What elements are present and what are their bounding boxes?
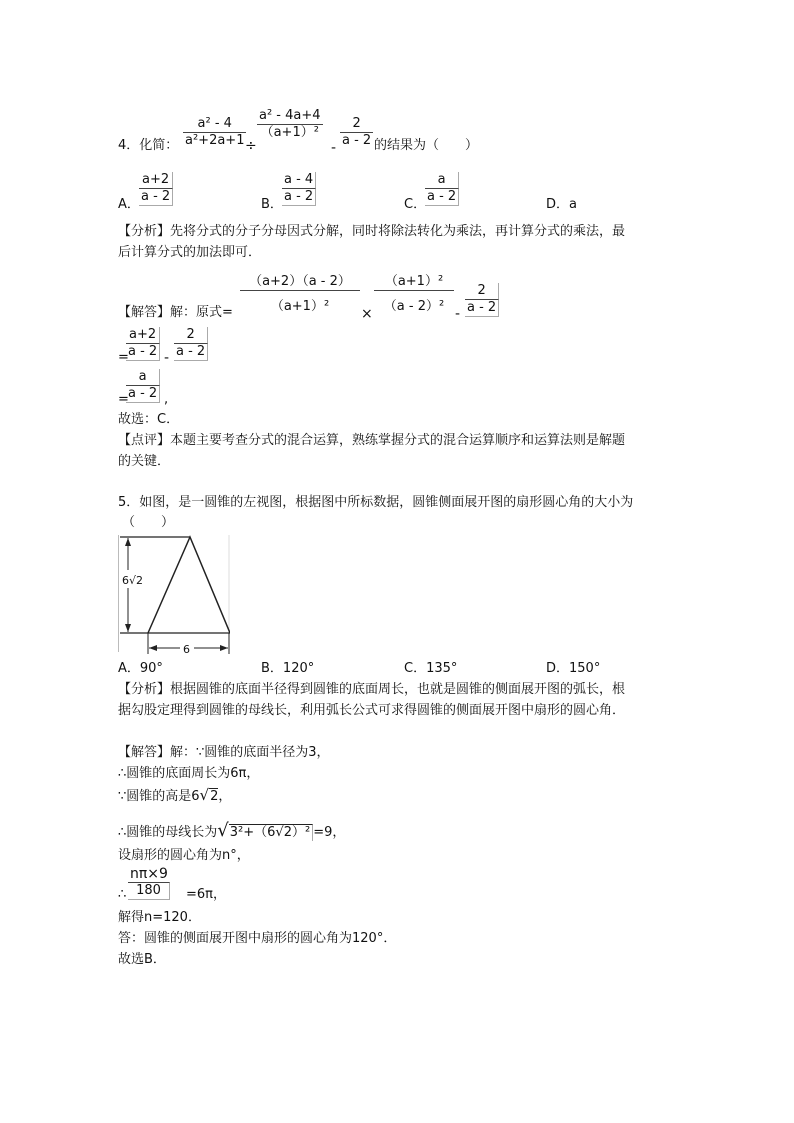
q4-option-d-text: a: [569, 197, 577, 212]
q5-option-c: C．135°: [404, 661, 458, 676]
q4-sf2-den: （a - 2）²: [374, 290, 454, 315]
q4-number: 4．化简：: [118, 138, 179, 153]
q4-f3-numerator: 2: [352, 116, 361, 131]
q5-sol4-prefix: ∴圆锥的母线长为: [118, 825, 218, 840]
q4-step2-fraction-2: [174, 327, 208, 361]
q4-minus-sign: -: [331, 140, 337, 156]
q4-fraction-1: [183, 116, 246, 149]
q4-fraction-3: [340, 116, 373, 149]
sqrt-symbol: √: [199, 786, 210, 804]
q5-solution-line2: ∴圆锥的底面周长为6π，: [118, 766, 260, 781]
q4-step3-num: a: [126, 369, 160, 385]
q4-analysis-line1: 【分析】先将分式的分子分母因式分解，同时将除法转化为乘法，再计算分式的乘法，最: [118, 224, 626, 239]
q4-divide-sign: ÷: [245, 138, 257, 154]
q4-choice: 故选：C．: [118, 412, 180, 427]
sqrt-symbol-large: √: [217, 820, 229, 841]
q5-solution-line7: 解得n=120．: [118, 910, 201, 925]
q4-option-c-fraction: [425, 172, 459, 206]
q5-analysis-line1: 【分析】根据圆锥的底面半径得到圆锥的底面周长，也就是圆锥的侧面展开图的弧长，根: [118, 682, 626, 697]
q4-option-c-label: C．: [404, 197, 427, 212]
q4-sf3-num: 2: [465, 283, 499, 299]
q4-option-d-label: D．: [546, 197, 570, 212]
q5-sol6-tail: =6π，: [186, 887, 226, 902]
height-arrow-bottom: [125, 624, 131, 632]
q4-step2-equals: =: [118, 350, 129, 365]
cone-side-view-figure: [118, 532, 230, 656]
q4-f2-numerator: a² - 4a+4: [259, 108, 321, 123]
q4-analysis-line2: 后计算分式的加法即可．: [118, 245, 262, 260]
q4-option-c-den: a - 2: [425, 188, 459, 206]
q5-sol6-therefore: ∴: [118, 887, 127, 902]
q4-solution-fraction-3: [465, 283, 499, 317]
q4-times-sign: ×: [361, 306, 373, 322]
q4-solution-minus: -: [455, 306, 461, 322]
q4-fraction-2: [257, 108, 323, 141]
base-arrow-right: [220, 645, 228, 651]
q4-sf1-den: （a+1）²: [240, 290, 360, 315]
q5-sol3-prefix: ∵圆锥的高是6: [118, 789, 200, 804]
q5-solution-line4: [118, 820, 346, 841]
q4-solution-prefix: 【解答】解：原式=: [118, 305, 233, 320]
q5-stem-line1: 5．如图，是一圆锥的左视图，根据图中所标数据，圆锥侧面展开图的扇形圆心角的大小为: [118, 495, 634, 510]
q5-sol6-fraction: [128, 866, 170, 900]
q4-option-c-num: a: [425, 172, 459, 188]
q5-solution-line8: 答：圆锥的侧面展开图中扇形的圆心角为120°．: [118, 931, 397, 946]
q4-step3-fraction: [126, 369, 160, 403]
q5-analysis-line2: 据勾股定理得到圆锥的母线长，利用弧长公式可求得圆锥的侧面展开图中扇形的圆心角．: [118, 703, 626, 718]
q5-option-d: D．150°: [546, 661, 601, 676]
q4-step2-f2-num: 2: [174, 327, 208, 343]
q4-comment-line2: 的关键．: [118, 454, 171, 469]
q4-option-a-num: a+2: [139, 172, 173, 188]
q4-solution-fraction-2: [374, 274, 454, 315]
q5-option-b: B．120°: [261, 661, 315, 676]
q4-f1-denominator: a²+2a+1: [185, 133, 245, 148]
q5-solution-line9: 故选B．: [118, 952, 166, 967]
q4-step2-fraction-1: [126, 327, 160, 361]
q5-sol3-radicand: 2: [210, 789, 219, 804]
cone-triangle: [148, 537, 230, 633]
q4-step3-den: a - 2: [126, 385, 160, 403]
q4-option-b-num: a - 4: [282, 172, 316, 188]
q4-option-a-fraction: [139, 172, 173, 206]
q4-comment-line1: 【点评】本题主要考查分式的混合运算，熟练掌握分式的混合运算顺序和运算法则是解题: [118, 433, 626, 448]
q5-stem-line2: （ ）: [122, 515, 175, 530]
q5-sol4-radicand: 3²+（6√2）²: [229, 824, 313, 841]
q4-f3-denominator: a - 2: [342, 133, 372, 148]
q5-solution-line1: 【解答】解：∵圆锥的底面半径为3，: [118, 745, 330, 760]
q5-option-a: A．90°: [118, 661, 163, 676]
q4-option-b-den: a - 2: [282, 188, 316, 206]
q4-step2-f1-num: a+2: [126, 327, 160, 343]
q4-step3-tail: ,: [164, 392, 169, 407]
q4-step2-f1-den: a - 2: [126, 343, 160, 361]
q4-option-a-den: a - 2: [139, 188, 173, 206]
q4-step3-equals: =: [118, 392, 129, 407]
q5-sol3-tail: ，: [218, 789, 232, 804]
q4-sf1-num: （a+2）（a - 2）: [249, 274, 351, 289]
q4-stem-tail: 的结果为（ ）: [374, 138, 479, 153]
q4-option-b-fraction: [282, 172, 316, 206]
q4-sf2-num: （a+1）²: [384, 274, 444, 289]
q4-f1-numerator: a² - 4: [197, 116, 232, 131]
q5-sol6-den: 180: [128, 882, 170, 900]
q4-step2-f2-den: a - 2: [174, 343, 208, 361]
q4-option-a-label: A．: [118, 197, 140, 212]
q4-solution-fraction-1: [240, 274, 360, 315]
q4-f2-denominator: （a+1）²: [257, 124, 323, 141]
q5-solution-line3: [118, 787, 231, 805]
base-label: 6: [183, 643, 190, 656]
height-arrow-top: [125, 538, 131, 546]
q4-option-b-label: B．: [261, 197, 283, 212]
q4-option-d: [546, 197, 577, 213]
q5-solution-line5: 设扇形的圆心角为n°，: [118, 848, 250, 863]
q4-sf3-den: a - 2: [465, 299, 499, 317]
base-arrow-left: [149, 645, 157, 651]
q5-sol6-num: nπ×9: [130, 866, 168, 882]
q4-step2-minus: -: [164, 350, 170, 366]
height-label: 6√2: [122, 574, 144, 587]
q5-sol4-tail: =9，: [313, 825, 346, 840]
